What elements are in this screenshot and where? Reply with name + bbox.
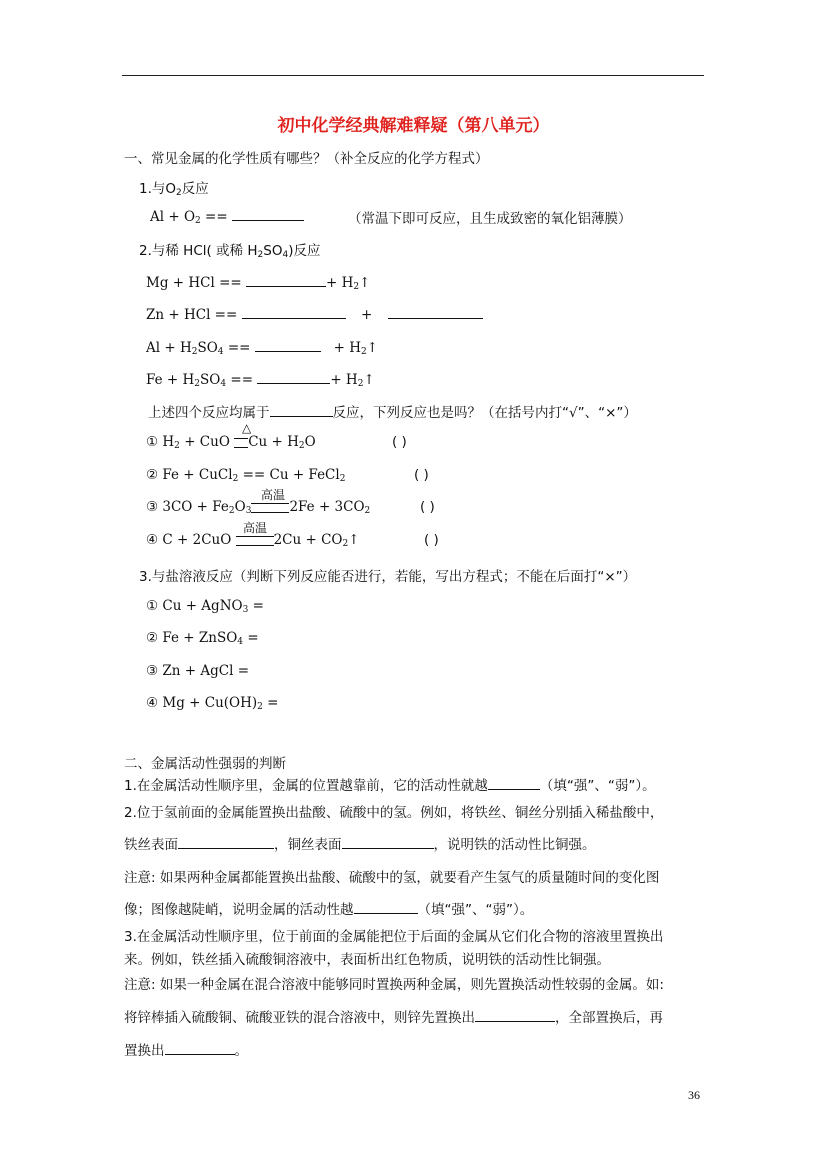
- sub-heading-2: 2.与稀 HCl( 或稀 $H_2SO_4$)反应: [139, 243, 321, 260]
- page-number: 36: [688, 1088, 700, 1102]
- answer-blank[interactable]: [257, 370, 330, 384]
- question-displacement: 上述四个反应均属于 反应，下列反应也是吗？（在括号内打“√”、“×”）: [148, 405, 637, 421]
- sub-heading-3: 3.与盐溶液反应（判断下列反应能否进行，若能，写出方程式；不能在后面打“×”）: [139, 569, 637, 585]
- para-line-9: 将锌棒插入硫酸铜、硫酸亚铁的混合溶液中，则锌先置换出 ，全部置换后，再: [124, 1010, 663, 1026]
- answer-blank[interactable]: [178, 835, 274, 849]
- para-line-4: 注意: 如果两种金属都能置换出盐酸、硫酸中的氢，就要看产生氢气的质量随时间的变化图: [124, 870, 660, 886]
- reaction-2: ② Fe + CuCl$_2$ == Cu + FeCl$_2$: [146, 467, 346, 484]
- answer-blank[interactable]: [488, 776, 540, 790]
- answer-blank[interactable]: [342, 835, 434, 849]
- equals-sign: [251, 503, 289, 513]
- header-rule: [122, 75, 704, 76]
- para-line-6: 3.在金属活动性顺序里，位于前面的金属能把位于后面的金属从它们化合物的溶液里置换出: [124, 929, 664, 945]
- heat-symbol: △: [242, 421, 252, 435]
- equation-al-h2so4: $Al + H_2SO_4$ == + $H_2↑$: [146, 340, 379, 357]
- gas-arrow: ↑: [359, 275, 371, 291]
- judge-paren-1[interactable]: ( ): [392, 434, 407, 450]
- answer-blank[interactable]: [270, 403, 333, 417]
- answer-blank[interactable]: [242, 305, 346, 319]
- high-temp-label: 高温: [243, 521, 268, 535]
- para-line-7: 来。例如，铁丝插入硫酸铜溶液中，表面析出红色物质，说明铁的活动性比铜强。: [124, 952, 610, 968]
- equation-mg-hcl: Mg + HCl == + $H_2↑$: [146, 275, 371, 292]
- al-o2-note: （常温下即可反应，且生成致密的氧化铝薄膜）: [348, 211, 632, 227]
- judge-paren-4[interactable]: ( ): [424, 532, 439, 548]
- answer-blank[interactable]: [255, 338, 321, 352]
- page-title: 初中化学经典解难释疑（第八单元）: [277, 116, 550, 136]
- para-line-10: 置换出 。: [124, 1043, 248, 1059]
- para-line-1: 1.在金属活动性顺序里，金属的位置越靠前，它的活动性就越 （填“强”、“弱”）。: [124, 778, 656, 794]
- para-line-3: 铁丝表面 ，铜丝表面 ，说明铁的活动性比铜强。: [124, 837, 596, 853]
- salt-reaction-2: ② Fe + ZnSO$_4$ =: [146, 630, 259, 647]
- reaction-3: ③ $3CO + Fe_2O_3$ $2Fe + 3CO_2$: [146, 499, 371, 516]
- reaction-1: ① $H_2$ + CuO $Cu + H_2O$: [146, 434, 316, 451]
- high-temp-label: 高温: [261, 488, 286, 502]
- gas-arrow: ↑: [366, 340, 379, 356]
- gas-arrow: ↑: [363, 372, 375, 388]
- salt-reaction-3: ③ Zn + AgCl =: [146, 663, 250, 679]
- answer-blank[interactable]: [232, 207, 304, 221]
- equation-zn-hcl: Zn + HCl == +: [146, 305, 483, 323]
- para-line-8: 注意: 如果一种金属在混合溶液中能够同时置换两种金属，则先置换活动性较弱的金属。如:: [124, 977, 664, 993]
- answer-blank[interactable]: [246, 273, 326, 287]
- answer-blank[interactable]: [475, 1008, 555, 1022]
- answer-blank[interactable]: [165, 1041, 235, 1055]
- equation-fe-h2so4: $Fe + H_2SO_4$ == + $H_2↑$: [146, 372, 375, 389]
- salt-reaction-1: ① Cu + AgNO$_3$ =: [146, 598, 264, 615]
- equals-sign: [236, 536, 274, 546]
- equation-al-o2: $Al + O_2$ ==: [150, 207, 304, 225]
- answer-blank[interactable]: [354, 900, 418, 914]
- section-2-heading: 二、金属活动性强弱的判断: [124, 756, 286, 772]
- reaction-4: ④ C + 2CuO $2Cu + CO_2↑$: [146, 532, 360, 549]
- answer-blank[interactable]: [388, 305, 483, 319]
- gas-arrow: ↑: [348, 532, 360, 548]
- equals-sign: [234, 438, 248, 448]
- judge-paren-2[interactable]: ( ): [414, 467, 429, 483]
- sub-heading-1: 1.与$O_2$反应: [139, 181, 209, 198]
- para-line-2: 2.位于氢前面的金属能置换出盐酸、硫酸中的氢。例如，将铁丝、铜丝分别插入稀盐酸中，: [124, 805, 664, 821]
- section-1-heading: 一、常见金属的化学性质有哪些？（补全反应的化学方程式）: [124, 151, 489, 167]
- salt-reaction-4: ④ $Mg + Cu(OH)_2$ =: [146, 695, 279, 712]
- judge-paren-3[interactable]: ( ): [420, 499, 435, 515]
- para-line-5: 像；图像越陡峭，说明金属的活动性越 （填“强”、“弱”）。: [124, 902, 534, 918]
